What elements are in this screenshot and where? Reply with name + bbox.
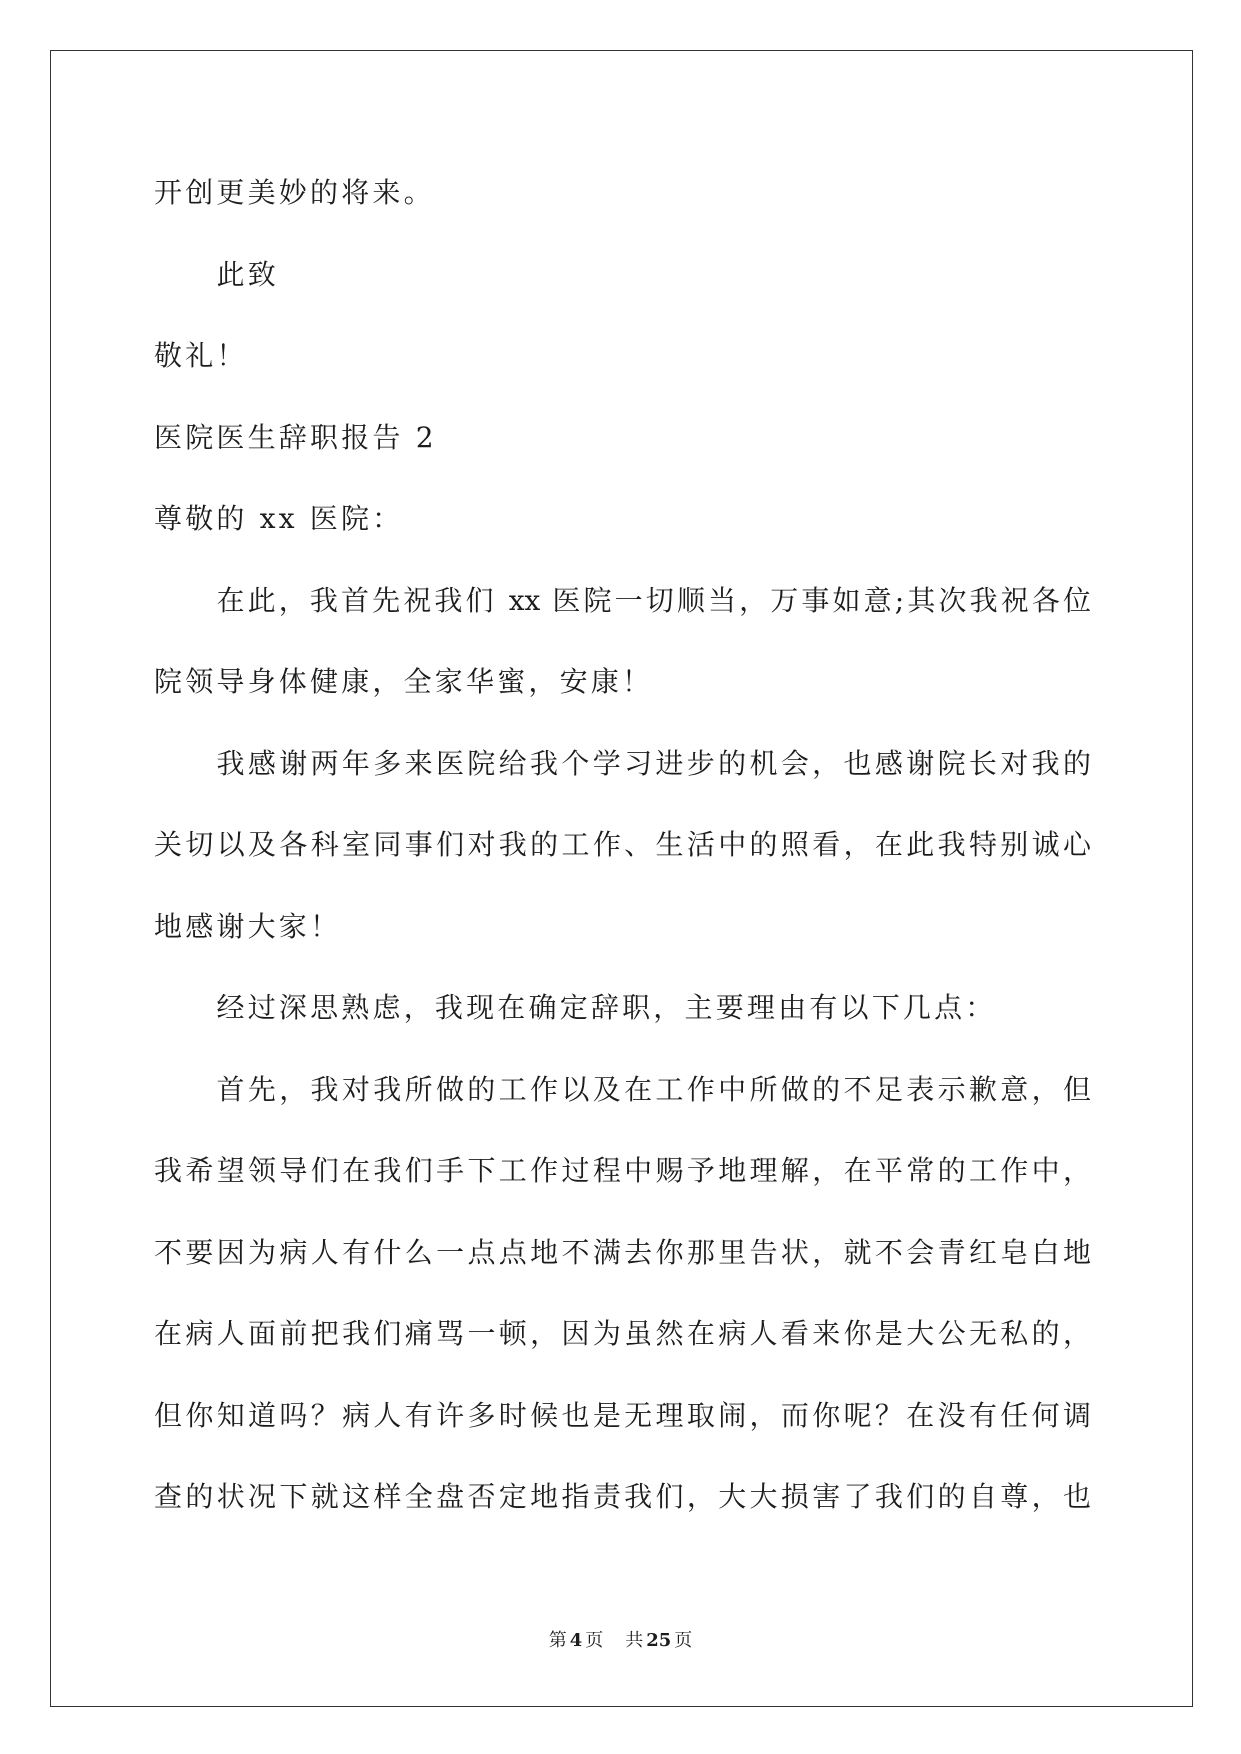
document-body bbox=[154, 152, 1091, 1538]
paragraph-line: 我希望领导们在我们手下工作过程中赐予地理解，在平常的工作中， bbox=[154, 1154, 1091, 1187]
page-footer bbox=[0, 1628, 1241, 1654]
paragraph-line: 地感谢大家！ bbox=[154, 909, 342, 943]
paragraph-line: 经过深思熟虑，我现在确定辞职，主要理由有以下几点： bbox=[216, 991, 997, 1024]
paragraph-line: 但你知道吗？病人有许多时候也是无理取闹，而你呢？在没有任何调 bbox=[154, 1398, 1091, 1432]
paragraph-line: 不要因为病人有什么一点点地不满去你那里告状，就不会青红皂白地 bbox=[154, 1235, 1091, 1269]
closing-phrase-cizhi: 此致 bbox=[216, 257, 279, 291]
paragraph-line: 关切以及各科室同事们对我的工作、生活中的照看，在此我特别诚心 bbox=[154, 828, 1091, 861]
page-label-prefix: 第 bbox=[548, 1630, 567, 1651]
total-label-prefix: 共 bbox=[625, 1630, 644, 1651]
paragraph-line: 首先，我对我所做的工作以及在工作中所做的不足表示歉意，但 bbox=[216, 1072, 1091, 1106]
closing-phrase-jingli: 敬礼！ bbox=[154, 339, 248, 372]
closing-sentence-line: 开创更美妙的将来。 bbox=[154, 176, 435, 209]
paragraph-line: 院领导身体健康，全家华蜜，安康！ bbox=[154, 665, 654, 698]
total-pages: 25 bbox=[646, 1630, 672, 1651]
section-heading: 医院医生辞职报告 2 bbox=[154, 420, 437, 454]
addressee-line: 尊敬的 xx 医院： bbox=[154, 502, 404, 535]
page-number: 4 bbox=[569, 1630, 583, 1651]
total-label-suffix: 页 bbox=[674, 1630, 693, 1651]
paragraph-line: 我感谢两年多来医院给我个学习进步的机会，也感谢院长对我的 bbox=[216, 746, 1091, 780]
page-label-suffix: 页 bbox=[585, 1630, 604, 1651]
paragraph-line: 查的状况下就这样全盘否定地指责我们，大大损害了我们的自尊，也 bbox=[154, 1480, 1091, 1513]
paragraph-line: 在病人面前把我们痛骂一顿，因为虽然在病人看来你是大公无私的， bbox=[154, 1317, 1091, 1350]
paragraph-line: 在此，我首先祝我们 xx 医院一切顺当，万事如意;其次我祝各位 bbox=[216, 583, 1091, 617]
